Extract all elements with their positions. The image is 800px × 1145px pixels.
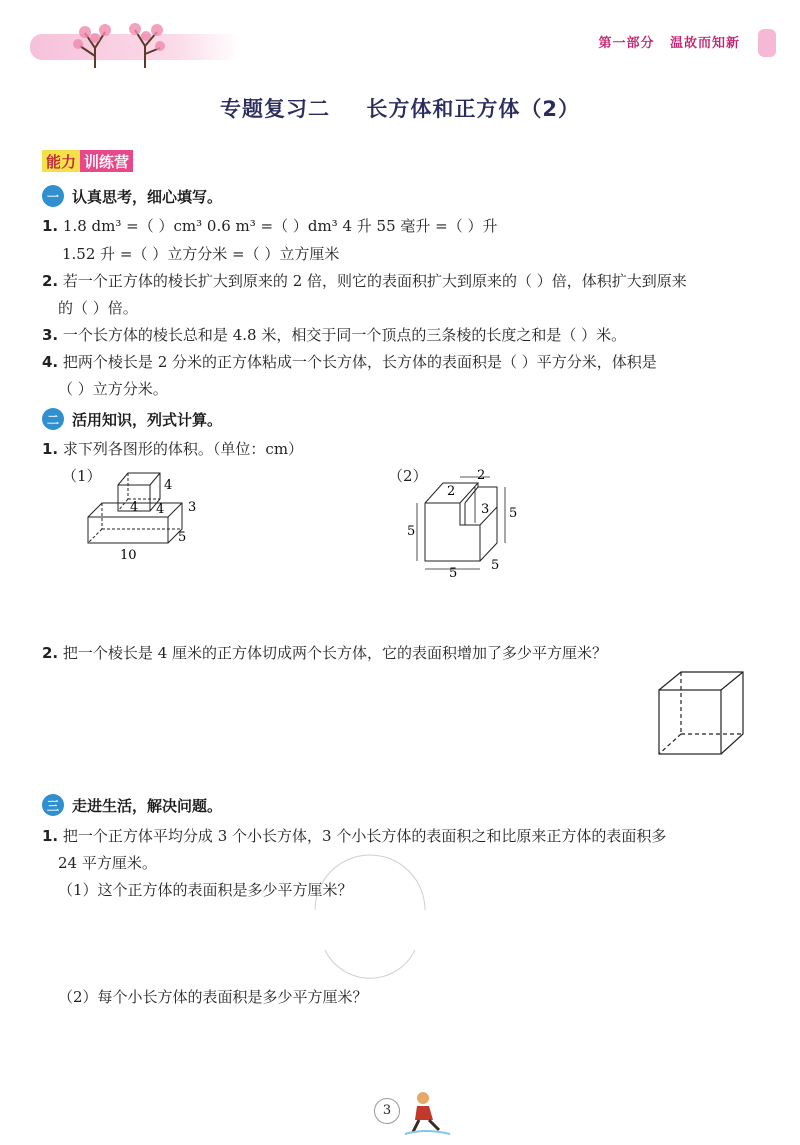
tree-illustration [60, 18, 170, 70]
fig2-bottom-label: 5 [449, 566, 458, 580]
s3-q1-text: 把一个正方体平均分成 3 个小长方体，3 个小长方体的表面积之和比原来正方体的表面积多 [62, 827, 667, 845]
s2-q1-line [42, 439, 303, 459]
s3-sub2: （2）每个小长方体的表面积是多少平方厘米？ [58, 988, 368, 1006]
s1-q3-text: 一个长方体的棱长总和是 4.8 米，相交于同一个顶点的三条棱的长度之和是（ ）米。 [62, 326, 627, 344]
skater-illustration [395, 1088, 455, 1136]
s2-q1-text: 求下列各图形的体积。（单位：cm） [62, 440, 304, 458]
section-2-title: 活用知识，列式计算。 [72, 410, 223, 429]
fig2-outer-height-label: 5 [509, 506, 518, 521]
fig1-base-depth-label: 5 [178, 530, 187, 545]
s1-q2-text: 若一个正方体的棱长扩大到原来的 2 倍，则它的表面积扩大到原来的（ ）倍，体积扩大到原来 [62, 272, 687, 290]
fig2-inner-height-label: 3 [481, 502, 490, 517]
fig2-top-label: 2 [477, 468, 486, 483]
badge-part-a: 能力 [42, 150, 80, 172]
section-1-icon: 一 [42, 185, 64, 207]
section-3-heading [42, 794, 222, 816]
s3-q1-number: 1. [42, 827, 59, 845]
section-2-icon: 二 [42, 408, 64, 430]
figure-2-diagram [405, 465, 530, 580]
s2-q2-text: 把一个棱长是 4 厘米的正方体切成两个长方体，它的表面积增加了多少平方厘米？ [62, 644, 608, 662]
s2-q2-line [42, 643, 607, 663]
s1-q1-number: 1. [42, 217, 59, 235]
stamp-watermark [295, 850, 445, 980]
s1-q1-text: 1.8 dm³ =（ ）cm³ 0.6 m³ =（ ）dm³ 4 升 55 毫升 =（ ）升 [62, 217, 498, 235]
fig1-base-length-label: 10 [120, 548, 137, 563]
s1-q2-number: 2. [42, 272, 59, 290]
s1-q3-line1 [42, 325, 626, 345]
figure-1-diagram [80, 465, 210, 565]
s1-q4-number: 4. [42, 353, 59, 371]
s1-q4-text: 把两个棱长是 2 分米的正方体粘成一个长方体，长方体的表面积是（ ）平方分米，体积是 [62, 353, 657, 371]
figure-1-label: （1） [62, 467, 102, 485]
s3-q1-line2: 24 平方厘米。 [58, 854, 157, 872]
fig1-top-width-label: 4 [130, 500, 139, 515]
section-3-title: 走进生活，解决问题。 [72, 796, 223, 815]
s1-q2-line2: 的（ ）倍。 [58, 299, 138, 317]
s1-q2-line1 [42, 271, 687, 291]
figure-2-label: （2） [388, 467, 428, 485]
fig2-left-height-label: 5 [407, 524, 416, 539]
section-3-icon: 三 [42, 794, 64, 816]
fig1-top-height-label: 4 [164, 478, 173, 493]
s1-q4-line1 [42, 352, 657, 372]
fig2-depth-label: 5 [491, 558, 500, 573]
s1-q1-line2: 1.52 升 =（ ）立方分米 =（ ）立方厘米 [62, 245, 340, 263]
fig1-top-depth-label: 4 [156, 502, 165, 517]
page-title: 专题复习二 长方体和正方体（2） [220, 97, 580, 121]
s3-q1-line1 [42, 826, 666, 846]
header-corner-decoration [754, 25, 780, 61]
section-2-heading [42, 408, 222, 430]
fig2-inner-label: 2 [447, 484, 456, 499]
cube-diagram [655, 668, 750, 760]
s2-q1-number: 1. [42, 440, 59, 458]
section-1-heading [42, 185, 222, 207]
s1-q3-number: 3. [42, 326, 59, 344]
header-section-label: 第一部分 温故而知新 [598, 36, 740, 51]
s2-q2-number: 2. [42, 644, 59, 662]
section-badge [42, 150, 133, 172]
badge-part-b: 训练营 [80, 150, 133, 172]
s1-q4-line2: （ ）立方分米。 [58, 380, 168, 398]
page-number: 3 [374, 1098, 400, 1124]
s3-sub1: （1）这个正方体的表面积是多少平方厘米？ [58, 881, 353, 899]
s1-q1-line1 [42, 216, 498, 236]
section-1-title: 认真思考，细心填写。 [72, 187, 223, 206]
fig1-base-height-label: 3 [188, 500, 197, 515]
